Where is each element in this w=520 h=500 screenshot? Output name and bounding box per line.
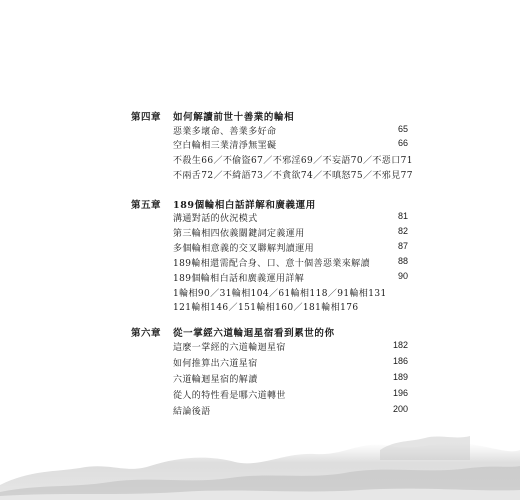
toc-entry-page: 87 (397, 241, 408, 251)
toc-entry-text: 結論後語 (173, 407, 211, 417)
toc-entry[interactable] (173, 241, 408, 255)
toc-entry-text: 這麼一掌經的六道輪迴星宿 (173, 343, 286, 353)
toc-entry[interactable] (173, 226, 408, 240)
chapter-label: 第六章 (131, 328, 162, 339)
ink-wash-landscape (0, 410, 520, 500)
toc-entry-page: 90 (397, 271, 408, 281)
toc-entry[interactable] (173, 153, 413, 167)
toc-entry-text: 空白輪相三業清淨無罣礙 (173, 141, 277, 151)
toc-entry-page: 200 (392, 404, 408, 414)
chapter-label: 第五章 (131, 200, 162, 211)
toc-entry[interactable] (173, 340, 408, 354)
toc-entry-page: 182 (392, 340, 408, 350)
toc-entry-text: 第三輪相四依義關鍵詞定義運用 (173, 229, 305, 239)
chapter-title: 從一掌經六道輪迴星宿看到累世的你 (173, 328, 335, 339)
toc-entry[interactable] (173, 271, 408, 285)
toc-entry-text: 1輪相90／31輪相104／61輪相118／91輪相131 (173, 289, 387, 299)
chapter-label: 第四章 (131, 112, 162, 123)
toc-entry-page: 196 (392, 388, 408, 398)
toc-entry[interactable] (173, 211, 408, 225)
toc-entry-text: 189輪相還需配合身、口、意十個善惡業來解讀 (173, 259, 370, 269)
toc-entry[interactable] (173, 356, 408, 370)
toc-entry-page: 65 (397, 124, 408, 134)
toc-entry-page: 189 (392, 372, 408, 382)
toc-entry-text: 如何推算出六道星宿 (173, 359, 258, 369)
toc-entry-text: 從人的特性看是哪六道轉世 (173, 391, 286, 401)
toc-entry-page: 81 (397, 211, 408, 221)
toc-entry-text: 多個輪相意義的交叉聯解判讀運用 (173, 244, 315, 254)
toc-entry-text: 121輪相146／151輪相160／181輪相176 (173, 303, 359, 313)
toc-entry[interactable] (173, 168, 413, 182)
toc-entry-page: 66 (397, 138, 408, 148)
toc-entry-text: 不兩舌72／不綺語73／不貪欲74／不嗔怒75／不邪見77 (173, 171, 413, 181)
toc-entry[interactable] (173, 300, 408, 314)
toc-entry-page: 82 (397, 226, 408, 236)
toc-entry[interactable] (173, 256, 408, 270)
chapter-title: 如何解讀前世十善業的輪相 (173, 112, 295, 123)
toc-entry-text: 溝通對話的伙況模式 (173, 214, 258, 224)
chapter-title: 189個輪相白話詳解和廣義運用 (173, 200, 316, 211)
toc-entry-text: 189個輪相白話和廣義運用詳解 (173, 274, 305, 284)
toc-entry-text: 惡業多壞命、善業多好命 (173, 127, 277, 137)
toc-entry-page: 88 (397, 256, 408, 266)
toc-entry[interactable] (173, 372, 408, 386)
toc-entry[interactable] (173, 388, 408, 402)
toc-entry-text: 六道輪迴星宿的解讀 (173, 375, 258, 385)
toc-entry[interactable] (173, 286, 408, 300)
toc-entry[interactable] (173, 138, 408, 152)
toc-entry[interactable] (173, 124, 408, 138)
toc-entry-text: 不殺生66／不偷盜67／不邪淫69／不妄語70／不惡口71 (173, 156, 413, 166)
toc-entry-page: 186 (392, 356, 408, 366)
